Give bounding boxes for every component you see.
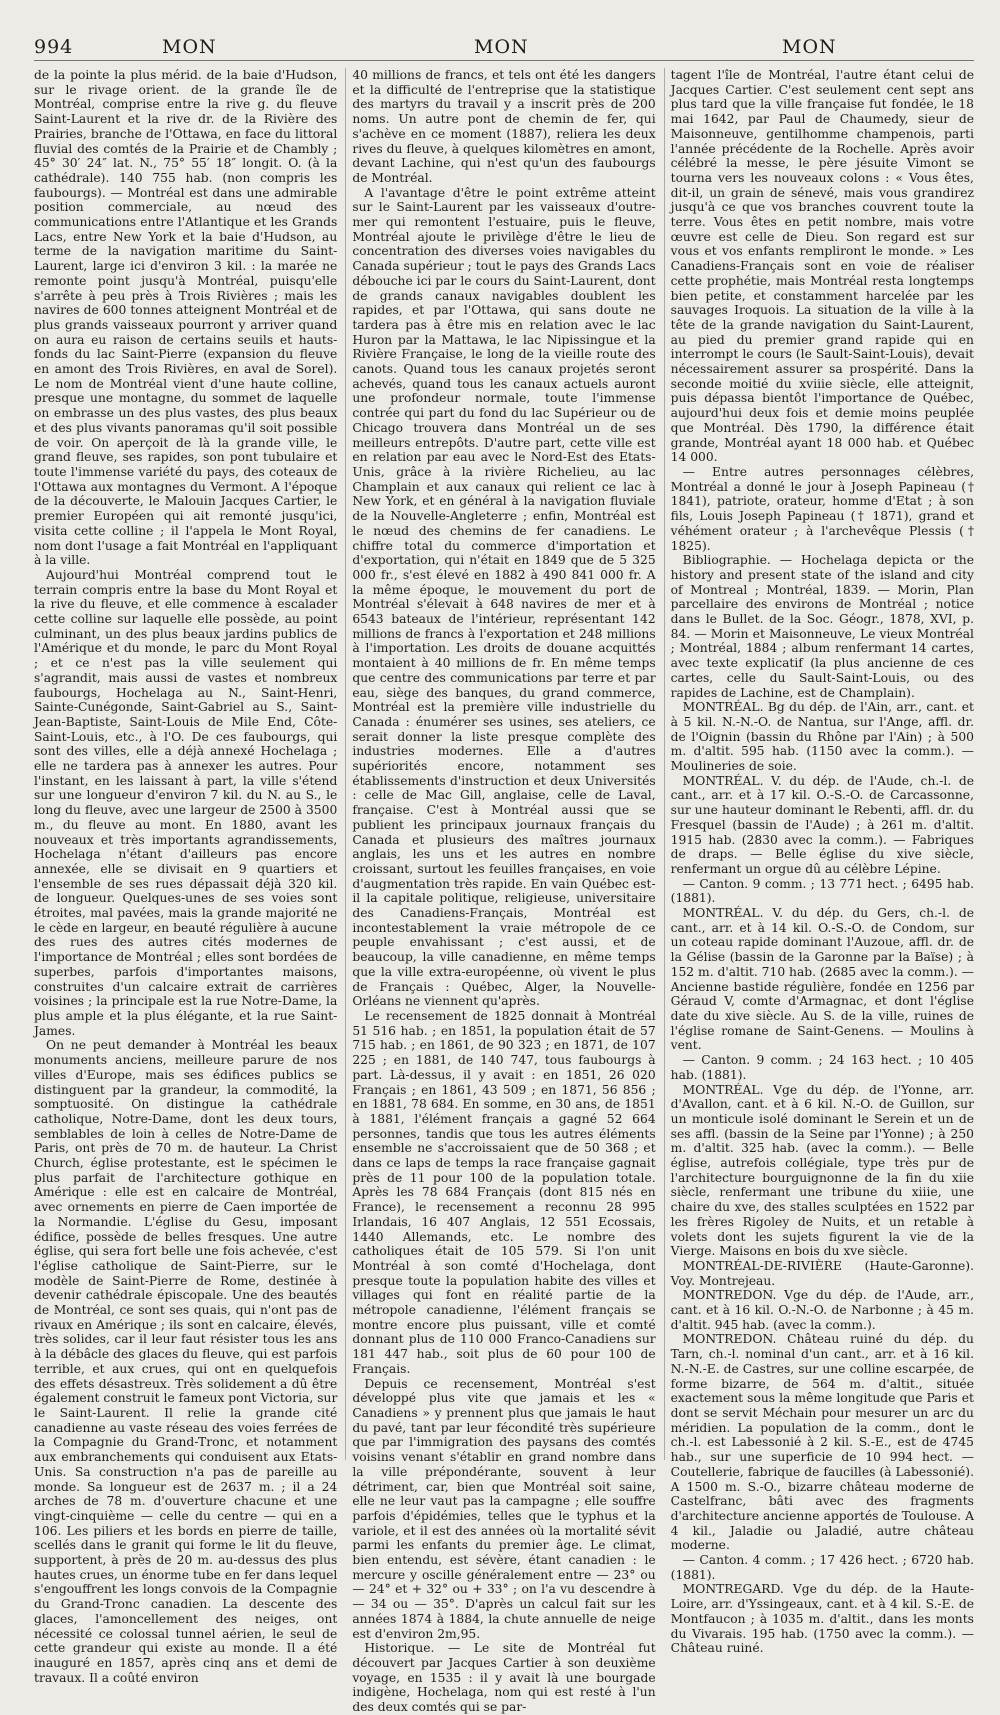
column-1 xyxy=(34,68,338,1685)
header-rule xyxy=(34,60,974,61)
paragraph: — Canton. 4 comm. ; 17 426 hect. ; 6720 hab. (1881). xyxy=(670,1553,974,1582)
paragraph: — Canton. 9 comm. ; 24 163 hect. ; 10 405 hab. (1881). xyxy=(670,1053,974,1082)
paragraph: de la pointe la plus mérid. de la baie d'Hudson, sur le rivage orient. de la grande île de Montréal, comprise entre la rive g. du fleuve Saint-Laurent et la rive dr. de la Rivière des Prairies, branche de l'Ottawa, en face du littoral fluvial des comtés de la Prairie et de Chambly ; 45° 30′ 24″ lat. N., 75° 55′ 18″ longit. O. (à la cathédrale). 140 755 hab. (non compris les faubourgs). — Montréal est dans une admirable position commerciale, au nœud des communications entre l'Atlantique et les Grands Lacs, entre New York et la baie d'Hudson, au terme de la navigation maritime du Saint-Laurent, large ici d'environ 3 kil. : la marée ne remonte point jusqu'à Montréal, puisqu'elle s'arrête à peu près à Trois Rivières ; mais les navires de 600 tonnes atteignent Montréal et de plus grands vaisseaux pourront y arriver quand on aura eu raison de certains seuils et hauts-fonds du lac Saint-Pierre (expansion du fleuve en amont des Trois Rivières, en aval de Sorel). Le nom de Montréal vient d'une haute colline, presque une montagne, du sommet de laquelle on embrasse un des plus vastes, des plus beaux et des plus vivants panoramas qu'il soit possible de voir. On aperçoit de là la grande ville, le grand fleuve, ses rapides, son pont tubulaire et toute l'immense variété du pays, des coteaux de l'Ottawa aux montagnes du Vermont. A l'époque de la découverte, le Malouin Jacques Cartier, le premier Européen qui ait remonté jusqu'ici, visita cette colline ; il l'appela le Mont Royal, nom dont l'usage a fait Montréal en l'appliquant à la ville. xyxy=(34,68,338,568)
paragraph: Bibliographie. — Hochelaga depicta or the history and present state of the island and city of Montreal ; Montréal, 1839. — Morin, Plan parcellaire des environs de Montréal ; notice dans le Bullet. de la Soc. Géogr., 1878, XVI, p. 84. — Morin et Maisonneuve, Le vieux Montréal ; Montréal, 1884 ; album renfermant 14 cartes, avec texte explicatif (la plus ancienne de ces cartes, celle du Sault-Saint-Louis, ou des rapides de Lachine, est de Champlain). xyxy=(670,553,974,700)
paragraph: Depuis ce recensement, Montréal s'est développé plus vite que jamais et les « Canadiens » y prennent plus que jamais le haut du pavé, tant par leur fécondité très supérieure que par l'immigration des paysans des comtés voisins venant s'établir en grand nombre dans la ville prépondérante, souvent à leur détriment, car, bien que Montréal soit saine, elle ne leur vaut pas la campagne ; elle souffre parfois d'épidémies, telles que le typhus et la variole, et il est des années où la mortalité sévit parmi les enfants du premier âge. Le climat, bien entendu, est sévère, étant canadien : le mercure y oscille généralement entre — 23° ou — 24° et + 32° ou + 33° ; on l'a vu descendre à — 34 ou — 35°. D'après un calcul fait sur les années 1874 à 1884, la chute annuelle de neige est d'environ 2m,95. xyxy=(352,1376,656,1641)
paragraph: tagent l'île de Montréal, l'autre étant celui de Jacques Cartier. C'est seulement cent sept ans plus tard que la ville française fut fondée, le 18 mai 1642, par Paul de Chaumedy, sieur de Maisonneuve, gentilhomme champenois, parti l'année précédente de la Rochelle. Après avoir célébré la messe, le père jésuite Vimont se tourna vers les nouveaux colons : « Vous êtes, dit-il, un grain de sénevé, mais vous grandirez jusqu'à ce que vos branches couvrent toute la terre. Vous êtes en petit nombre, mais votre œuvre est celle de Dieu. Son regard est sur vous et vos enfants rempliront le monde. » Les Canadiens-Français sont en voie de réaliser cette prophétie, mais Montréal resta longtemps bien petite, et constamment harcelée par les sauvages Iroquois. La situation de la ville à la tête de la grande navigation du Saint-Laurent, au pied du premier grand rapide qui en interrompt le cours (le Sault-Saint-Louis), devait nécessairement assurer sa prospérité. Dans la seconde moitié du xviiie siècle, elle atteignit, puis dépassa bientôt l'importance de Québec, aujourd'hui deux fois et demie moins peuplée que Montréal. Dès 1790, la différence était grande, Montréal ayant 18 000 hab. et Québec 14 000. xyxy=(670,68,974,465)
dictionary-entry: MONTRÉAL. V. du dép. du Gers, ch.-l. de cant., arr. et à 14 kil. O.-S.-O. de Condom, sur un coteau rapide dominant l'Auzoue, affl. dr. de la Gélise (bassin de la Garonne par la Baïse) ; à 152 m. d'altit. 710 hab. (2685 avec la comm.). — Ancienne bastide régulière, fondée en 1256 par Géraud V, comte d'Armagnac, et dont l'église date du xive siècle. Au S. de la ville, ruines de l'église romane de Saint-Genens. — Moulins à vent. xyxy=(670,906,974,1053)
dictionary-entry: MONTRÉAL. Vge du dép. de l'Yonne, arr. d'Avallon, cant. et à 6 kil. N.-O. de Guillon, sur un monticule isolé dominant le Serein et un de ses affl. (bassin de la Seine par l'Yonne) ; à 250 m. d'altit. 325 hab. (avec la comm.). — Belle église, autrefois collégiale, type très pur de l'architecture bourguignonne de la fin du xiie siècle, renfermant une tribune du xiiie, une chaire du xve, des stalles sculptées en 1522 par les frères Rigoley de Nuits, et un retable à volets dont les sujets figurent la vie de la Vierge. Maisons en bois du xve siècle. xyxy=(670,1082,974,1259)
dictionary-entry: MONTRÉAL-DE-RIVIÈRE (Haute-Garonne). Voy. Montrejeau. xyxy=(670,1258,974,1288)
paragraph: — Entre autres personnages célèbres, Montréal a donné le jour à Joseph Papineau († 1841), patriote, orateur, homme d'Etat ; à son fils, Louis Joseph Papineau († 1871), grand et véhément orateur ; à l'archevêque Plessis († 1825). xyxy=(670,464,974,553)
paragraph: Historique. — Le site de Montréal fut découvert par Jacques Cartier à son deuxième voyage, en 1535 : il y avait là une bourgade indigène, Hochelaga, nom qui est resté à l'un des deux comtés qui se par- xyxy=(352,1641,656,1715)
running-head-left: MON xyxy=(162,36,217,58)
running-head-center: MON xyxy=(474,36,529,58)
paragraph: Le recensement de 1825 donnait à Montréal 51 516 hab. ; en 1851, la population était de 57 715 hab. ; en 1861, de 90 323 ; en 1871, de 107 225 ; en 1881, de 140 747, tous faubourgs à part. Là-dessus, il y avait : en 1851, 26 020 Français ; en 1861, 43 509 ; en 1871, 56 856 ; en 1881, 78 684. En somme, en 30 ans, de 1851 à 1881, l'élément français a gagné 52 664 personnes, tandis que tous les autres éléments ensemble ne s'accroissaient que de 50 368 ; et dans ce laps de temps la race française gagnait près de 11 pour 100 de la population totale. Après les 78 684 Français (dont 815 nés en France), le recensement a reconnu 28 995 Irlandais, 16 407 Anglais, 12 551 Ecossais, 1440 Allemands, etc. Le nombre des catholiques était de 105 579. Si l'on unit Montréal à son comté d'Hochelaga, dont presque toute la population habite des villes et villages qui font en réalité partie de la métropole canadienne, l'élément français se montre encore plus puissant, ville et comté donnant plus de 110 000 Franco-Canadiens sur 181 447 hab., soit plus de 60 pour 100 de Français. xyxy=(352,1009,656,1376)
running-head-right: MON xyxy=(782,36,837,58)
paragraph: Aujourd'hui Montréal comprend tout le terrain compris entre la base du Mont Royal et la rive du fleuve, et elle commence à escalader cette colline sur laquelle elle possède, au point culminant, un des plus beaux jardins publics de l'Amérique et du monde, le parc du Mont Royal ; et ce n'est pas la ville seulement qui s'agrandit, mais aussi de vastes et nombreux faubourgs, Hochelaga au N., Saint-Henri, Sainte-Cunégonde, Saint-Gabriel au S., Saint-Jean-Baptiste, Saint-Louis de Mile End, Côte-Saint-Louis, etc., à l'O. De ces faubourgs, qui sont des villes, elle a déjà annexé Hochelaga ; elle ne tardera pas à annexer les autres. Pour l'instant, en les laissant à part, la ville s'étend sur une longueur d'environ 7 kil. du N. au S., le long du fleuve, avec une largeur de 2500 à 3500 m., du fleuve au mont. En 1880, avant les nouveaux et très importants agrandissements, Hochelaga n'étant d'ailleurs pas encore annexée, elle se divisait en 9 quartiers et l'ensemble de ses rues dépassait déjà 320 kil. de longueur. Quelques-unes de ses voies sont étroites, mal pavées, mais la grande majorité ne le cède en largeur, en beauté régulière à aucune des rues des autres cités modernes de l'importance de Montréal ; elles sont bordées de superbes, parfois d'importantes maisons, construites d'un calcaire extrait de carrières voisines ; la principale est la rue Notre-Dame, la plus ample et la plus élégante, et la rue Saint-James. xyxy=(34,567,338,1038)
paragraph: On ne peut demander à Montréal les beaux monuments anciens, meilleure parure de nos villes d'Europe, mais ses édifices publics se distinguent par la grandeur, la commodité, la somptuosité. On distingue la cathédrale catholique, Notre-Dame, dont les deux tours, semblables de loin à celles de Notre-Dame de Paris, ont près de 70 m. de hauteur. La Christ Church, église protestante, est le spécimen le plus parfait de l'architecture gothique en Amérique : elle est en calcaire de Montréal, avec ornements en pierre de Caen importée de la Normandie. L'église du Gesu, imposant édifice, possède de belles fresques. Une autre église, qui sera fort belle une fois achevée, c'est l'église catholique de Saint-Pierre, sur le modèle de Saint-Pierre de Rome, destinée à devenir cathédrale épiscopale. Une des beautés de Montréal, ce sont ses quais, qui n'ont pas de rivaux en Amérique ; ils sont en calcaire, élevés, très solides, car il leur faut résister tous les ans à la débâcle des glaces du fleuve, qui est parfois terrible, et aux crues, qui ont en quelquefois des effets désastreux. Très solidement a dû être également construit le fameux pont Victoria, sur le Saint-Laurent. Il relie la grande cité canadienne au vaste réseau des voies ferrées de la Compagnie du Grand-Tronc, et notamment aux embranchements qui conduisent aux Etats-Unis. Sa construction n'a pas de pareille au monde. Sa longueur est de 2637 m. ; il a 24 arches de 78 m. d'ouverture chacune et une vingt-cinquième — celle du centre — qui en a 106. Les piliers et les bords en pierre de taille, scellés dans le granit qui forme le lit du fleuve, supportent, à près de 20 m. au-dessus des plus hautes crues, un énorme tube en fer dans lequel s'engouffrent les longs convois de la Compagnie du Grand-Tronc canadien. La descente des glaces, l'amoncellement des neiges, ont nécessité ce colossal tunnel aérien, le seul de cette grandeur qui existe au monde. Il a été inauguré en 1857, après cinq ans et demi de travaux. Il a coûté environ xyxy=(34,1038,338,1685)
running-header xyxy=(34,30,974,62)
dictionary-entry: MONTREDON. Château ruiné du dép. du Tarn, ch.-l. nominal d'un cant., arr. et à 16 kil. N.-N.-E. de Castres, sur une colline escarpée, de forme bizarre, de 564 m. d'altit., située exactement sous la même longitude que Paris et dont se servit Méchain pour mesurer un arc du méridien. La population de la comm., dont le ch.-l. est Labessonié à 2 kil. S.-E., est de 4745 hab., sur une superficie de 10 994 hect. — Coutellerie, fabrique de faucilles (à Labessonié). A 1500 m. S.-O., bizarre château moderne de Castelfranc, bâti avec des fragments d'architecture ancienne apportés de Toulouse. A 4 kil., Jaladie ou Jaladié, autre château moderne. xyxy=(670,1332,974,1553)
paragraph: A l'avantage d'être le point extrême atteint sur le Saint-Laurent par les vaisseaux d'outre-mer qui remontent l'estuaire, puis le fleuve, Montréal ajoute le privilège d'être le lieu de concentration des diverses voies navigables du Canada supérieur ; tout le pays des Grands Lacs débouche ici par le cours du Saint-Laurent, dont de grands canaux navigables doublent les rapides, et par l'Ottawa, qui sans doute ne tardera pas à être mis en relation avec le lac Huron par la Mattawa, le lac Nipissingue et la Rivière Française, le long de la vieille route des canots. Quand tous les canaux projetés seront achevés, quand tous les canaux actuels auront une profondeur normale, toute l'immense contrée qui part du fond du lac Supérieur ou de Chicago trouvera dans Montréal un de ses meilleurs entrepôts. D'autre part, cette ville est en relation par eau avec le Nord-Est des Etats-Unis, grâce à la rivière Richelieu, au lac Champlain et aux canaux qui relient ce lac à New York, et en général à la navigation fluviale de la Nouvelle-Angleterre ; enfin, Montréal est le nœud des chemins de fer canadiens. Le chiffre total du commerce d'importation et d'exportation, qui n'était en 1849 que de 5 325 000 fr., s'est élevé en 1882 à 490 841 000 fr. A la même époque, le mouvement du port de Montréal s'élevait à 648 navires de mer et à 6543 bateaux de l'intérieur, représentant 142 millions de francs à l'exportation et 248 millions à l'importation. Les droits de douane acquittés montaient à 40 millions de fr. En même temps que centre des communications par terre et par eau, siège des banques, du grand commerce, Montréal est la première ville industrielle du Canada : énumérer ses usines, ses ateliers, ce serait donner la liste presque complète des industries modernes. Elle a d'autres supériorités encore, notamment ses établissements d'instruction et deux Universités : celle de Mac Gill, anglaise, celle de Laval, française. C'est à Montréal aussi que se publient les principaux journaux français du Canada et plusieurs des maîtres journaux anglais, les uns et les autres en nombre croissant, surtout les feuilles françaises, en voie d'augmentation très rapide. En vain Québec est-il la capitale politique, religieuse, universitaire des Canadiens-Français, Montréal est incontestablement la vraie métropole de ce peuple envahissant ; c'est aussi, et de beaucoup, la ville canadienne, en même temps que la ville extra-européenne, où vivent le plus de Français : Québec, Alger, la Nouvelle-Orléans ne viennent qu'après. xyxy=(352,185,656,1009)
paragraph: — Canton. 9 comm. ; 13 771 hect. ; 6495 hab. (1881). xyxy=(670,876,974,906)
paragraph: 40 millions de francs, et tels ont été les dangers et la difficulté de l'entreprise que la statistique des martyrs du travail y a inscrit près de 200 noms. Un autre pont de chemin de fer, qui s'achève en ce moment (1887), reliera les deux rives du fleuve, à quelques kilomètres en amont, devant Lachine, qui n'est qu'un des faubourgs de Montréal. xyxy=(352,68,656,185)
column-3 xyxy=(664,68,974,1656)
dictionary-entry: MONTRÉAL. Bg du dép. de l'Ain, arr., cant. et à 5 kil. N.-N.-O. de Nantua, sur l'Ange, affl. dr. de l'Oignin (bassin du Rhône par l'Ain) ; à 500 m. d'altit. 595 hab. (1150 avec la comm.). — Moulineries de soie. xyxy=(670,700,974,774)
dictionary-entry: MONTREGARD. Vge du dép. de la Haute-Loire, arr. d'Yssingeaux, cant. et à 4 kil. S.-E. de Montfaucon ; à 1035 m. d'altit., dans les monts du Vivarais. 195 hab. (1750 avec la comm.). — Château ruiné. xyxy=(670,1582,974,1656)
dictionary-entry: MONTREDON. Vge du dép. de l'Aude, arr., cant. et à 16 kil. O.-N.-O. de Narbonne ; à 45 m. d'altit. 945 hab. (avec la comm.). xyxy=(670,1288,974,1332)
dictionary-entry: MONTRÉAL. V. du dép. de l'Aude, ch.-l. de cant., arr. et à 17 kil. O.-S.-O. de Carcassonne, sur une hauteur dominant le Rebenti, affl. dr. du Fresquel (bassin de l'Aude) ; à 261 m. d'altit. 1915 hab. (2830 avec la comm.). — Fabriques de draps. — Belle église du xive siècle, renfermant un orgue dû au célèbre Lépine. xyxy=(670,773,974,876)
column-2 xyxy=(345,68,656,1715)
text-columns xyxy=(34,68,974,1715)
page-number: 994 xyxy=(34,36,74,58)
